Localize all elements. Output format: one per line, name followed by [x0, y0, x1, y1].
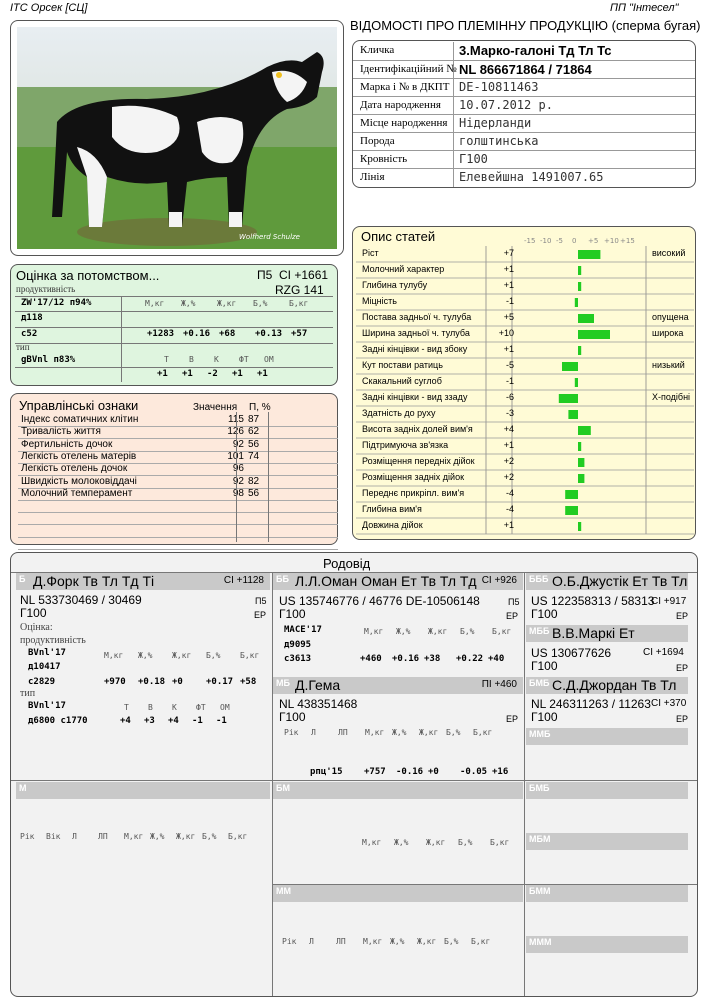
- bmb-ep: ЕР: [676, 714, 689, 724]
- mb-col: М,кг: [365, 728, 385, 737]
- bb-header: ББ Л.Л.Оман Оман Ет Тв Тл Тд CI +926: [273, 573, 523, 590]
- management-name: Фертильність дочок: [21, 438, 113, 450]
- info-value: 3.Марко-галоні Тд Тл Тс: [459, 43, 612, 58]
- info-value: DE-10811463: [459, 80, 539, 94]
- offspring-col: Ж,кг: [217, 299, 237, 308]
- bb-herds: с3613: [284, 654, 312, 664]
- info-value: Елевейшна 1491007.65: [459, 170, 604, 184]
- scale-tick-label: -5: [556, 237, 563, 245]
- type-values: [157, 369, 282, 379]
- bbb-header: БББ О.Б.Джустік Ет Тв Тл: [526, 573, 688, 590]
- trait-value: +1: [503, 344, 514, 354]
- type-cols: [164, 355, 289, 364]
- dam-col: Л: [72, 832, 77, 841]
- bm-col: Ж,%: [394, 838, 409, 847]
- type-eval: gBVnl п83%: [21, 355, 76, 365]
- trait-name: Розміщення передніх дійок: [362, 456, 475, 466]
- sire-herds: с2829: [28, 677, 56, 687]
- mbb-name: В.В.Маркі Ет: [552, 625, 635, 641]
- sire-type-col: К: [172, 703, 177, 712]
- scale-tick-label: -15: [524, 237, 536, 245]
- bmm-header: БММ: [526, 885, 688, 902]
- trait-value: -6: [505, 392, 514, 402]
- trait-value: -3: [505, 408, 514, 418]
- mb-value: +757: [364, 767, 386, 777]
- dam-col: Ж,кг: [176, 832, 196, 841]
- trait-value: +5: [503, 312, 514, 322]
- sire-type-value: -1: [192, 716, 203, 726]
- mm-col: Рік: [282, 937, 297, 946]
- bb-ci: CI +926: [481, 575, 517, 586]
- photo-frame: [10, 20, 344, 256]
- trait-name: Здатність до руху: [362, 408, 436, 418]
- info-value: NL 866671864 / 71864: [459, 62, 592, 77]
- sire-type-value: +4: [168, 716, 179, 726]
- traits-title: Опис статей: [361, 229, 436, 244]
- sire-type-col: ОМ: [220, 703, 230, 712]
- management-p: 74: [248, 450, 260, 462]
- bm-col: М,кг: [362, 838, 382, 847]
- trait-note: Х-подібні: [652, 392, 691, 402]
- mbb-header: МББ В.В.Маркі Ет: [526, 625, 688, 642]
- sire-col: Б,кг: [240, 651, 260, 660]
- sire-type-eval: BVnl'17: [28, 701, 66, 711]
- mm-col: М,кг: [363, 937, 383, 946]
- management-name: Легкість отелень дочок: [21, 463, 128, 475]
- info-row: [353, 168, 695, 187]
- management-value: 98: [232, 487, 244, 499]
- type-col: ОМ: [264, 355, 274, 364]
- dam-cols: [20, 832, 254, 841]
- offspring-evaluation: [10, 264, 338, 386]
- trait-name: Підтримуюча зв'язка: [362, 440, 449, 450]
- offspring-value: +0.16: [183, 329, 211, 339]
- mm-col: Б,%: [444, 937, 459, 946]
- info-row: [353, 150, 695, 169]
- trait-row: [356, 390, 694, 406]
- trait-name: Міцність: [362, 296, 397, 306]
- management-name: Індекс соматичних клітин: [21, 414, 139, 425]
- mb-best: рпц'15: [310, 767, 343, 777]
- mb-value: -0.16: [396, 767, 424, 777]
- offspring-title: Оцінка за потомством...: [16, 268, 160, 283]
- sire-col: Ж,кг: [172, 651, 192, 660]
- bb-col: Б,кг: [492, 627, 512, 636]
- productivity-label: продуктивність: [16, 284, 76, 294]
- offspring-values: [147, 329, 327, 339]
- trait-note: високий: [652, 248, 686, 258]
- trait-value: -4: [505, 504, 514, 514]
- sire-type-label: тип: [20, 688, 36, 699]
- trait-name: Ширина задньої ч. тулуба: [362, 328, 470, 338]
- mb-col: ЛП: [338, 728, 348, 737]
- mbm-header: МБМ: [526, 833, 688, 850]
- management-row: [18, 439, 338, 451]
- page-title: ВІДОМОСТІ ПРО ПЛЕМІННУ ПРОДУКЦІЮ (сперма бугая): [350, 18, 701, 33]
- info-label: Лінія: [360, 171, 385, 183]
- info-label: Марка і № в ДКПТ: [360, 81, 450, 93]
- mb-header: МБ Д.Гема ПІ +460: [273, 677, 523, 694]
- sire-eval: BVnl'17: [28, 648, 66, 658]
- management-name: Молочний темперамент: [21, 487, 133, 499]
- trait-name: Молочний характер: [362, 264, 445, 274]
- type-value: +1: [232, 369, 243, 379]
- sire-name: Д.Форк Тв Тл Тд Ті: [33, 573, 155, 589]
- management-name: Швидкість молоковіддачі: [21, 475, 137, 487]
- bb-blood: Г100: [279, 607, 306, 621]
- sire-ci: CI +1128: [223, 575, 264, 586]
- bm-cols: [362, 838, 522, 847]
- trait-row: [356, 262, 694, 278]
- sire-value: +0.18: [138, 677, 166, 687]
- sire-col: Ж,%: [138, 651, 153, 660]
- trait-name: Переднє прикріпл. вим'я: [362, 488, 465, 498]
- type-col: Т: [164, 355, 169, 364]
- type-label: тип: [16, 342, 30, 352]
- sire-id: NL 533730469 / 30469: [20, 593, 142, 607]
- management-row: [18, 463, 338, 475]
- type-value: +1: [257, 369, 268, 379]
- mb-cols: [284, 728, 500, 737]
- dam-col: Ж,%: [150, 832, 165, 841]
- sire-type-value: -1: [216, 716, 227, 726]
- trait-value: +7: [503, 248, 514, 258]
- sire-value: +0.17: [206, 677, 234, 687]
- bb-id: US 135746776 / 46776 DE-10506148: [279, 594, 480, 608]
- bb-values: [360, 654, 520, 664]
- scale-tick-label: 0: [572, 237, 577, 245]
- bb-value: +0.22: [456, 654, 484, 664]
- management-p: 87: [248, 414, 260, 425]
- mbb-id: US 130677626: [531, 646, 612, 660]
- trait-row: [356, 342, 694, 358]
- sire-value: +58: [240, 677, 257, 687]
- mb-ep: ЕР: [506, 714, 519, 724]
- bbb-blood: Г100: [531, 607, 558, 621]
- mb-value: -0.05: [460, 767, 488, 777]
- management-row: [18, 426, 338, 438]
- info-label: Кровність: [360, 153, 408, 165]
- bbb-ep: ЕР: [676, 611, 689, 621]
- bb-col: Ж,кг: [428, 627, 448, 636]
- offspring-herds: с52: [21, 329, 38, 339]
- bb-name: Л.Л.Оман Оман Ет Тв Тл Тд: [295, 573, 477, 589]
- dam-col: Рік: [20, 832, 35, 841]
- bm-col: Б,%: [458, 838, 473, 847]
- offspring-value: +1283: [147, 329, 175, 339]
- dam-col: Б,кг: [228, 832, 248, 841]
- management-p: 56: [248, 487, 260, 499]
- trait-name: Скакальний суглоб: [362, 376, 442, 386]
- management-name: Легкість отелень матерів: [21, 450, 137, 462]
- trait-row: [356, 246, 694, 262]
- trait-row: [356, 326, 694, 342]
- bb-daughters: д9095: [284, 640, 312, 650]
- bb-value: +40: [488, 654, 505, 664]
- info-row: [353, 132, 695, 151]
- photo-credit: Wolfherd Schulze: [239, 233, 300, 241]
- trait-name: Задні кінцівки - вид ззаду: [362, 392, 468, 402]
- bmb-ci: CI +370: [651, 698, 687, 709]
- trait-row: [356, 422, 694, 438]
- header-left: ІТС Орсек [СЦ]: [10, 2, 88, 14]
- management-value: 92: [232, 475, 244, 487]
- trait-value: +2: [503, 456, 514, 466]
- trait-row: [356, 502, 694, 518]
- scale-tick-label: +15: [620, 237, 635, 245]
- sire-type-col: Т: [124, 703, 129, 712]
- management-row: [18, 414, 338, 426]
- management-title: Управлінські ознаки: [19, 398, 139, 413]
- scale-tick-label: +10: [604, 237, 619, 245]
- sire-values: [104, 677, 274, 687]
- sire-type-col: В: [148, 703, 153, 712]
- info-label: Порода: [360, 135, 395, 147]
- animal-info: [352, 40, 696, 188]
- sire-value: +0: [172, 677, 183, 687]
- dam-col: М,кг: [124, 832, 144, 841]
- sire-type-col: ФТ: [196, 703, 206, 712]
- info-row: [353, 114, 695, 133]
- management-name: Тривалість життя: [21, 426, 101, 438]
- trait-name: Довжина дійок: [362, 520, 423, 530]
- trait-name: Глибина тулубу: [362, 280, 428, 290]
- sire-ep: ЕР: [254, 610, 267, 620]
- offspring-ci: CI +1661: [279, 268, 329, 282]
- sire-blood: Г100: [20, 606, 47, 620]
- mb-blood: Г100: [279, 710, 306, 724]
- bmb-id: NL 246311263 / 11263: [531, 697, 651, 711]
- info-row: [353, 78, 695, 97]
- mb-col: Л: [311, 728, 316, 737]
- trait-value: +1: [503, 280, 514, 290]
- trait-row: [356, 294, 694, 310]
- bull-photo: [17, 27, 337, 249]
- trait-name: Кут постави ратиць: [362, 360, 443, 370]
- management-col-value: Значення: [193, 402, 238, 413]
- trait-value: -5: [505, 360, 514, 370]
- mm-cols: [282, 937, 498, 946]
- offspring-col: Ж,%: [181, 299, 196, 308]
- trait-value: +10: [498, 328, 514, 338]
- bb-col: Б,%: [460, 627, 475, 636]
- management-value: 96: [232, 463, 244, 475]
- management-value: 92: [232, 438, 244, 450]
- trait-row: [356, 470, 694, 486]
- bb-value: +0.16: [392, 654, 420, 664]
- offspring-col: М,кг: [145, 299, 165, 308]
- trait-value: -1: [505, 296, 514, 306]
- type-value: -2: [207, 369, 218, 379]
- management-value: 115: [228, 414, 244, 425]
- trait-note: низький: [652, 360, 685, 370]
- dam-col: Б,%: [202, 832, 217, 841]
- bmb-header: БМБ С.Д.Джордан Тв Тл: [526, 677, 688, 694]
- trait-value: +1: [503, 440, 514, 450]
- trait-row: [356, 358, 694, 374]
- bm-col: Ж,кг: [426, 838, 446, 847]
- sire-eval-label: Оцінка:: [20, 622, 53, 633]
- sire-value: +970: [104, 677, 126, 687]
- sire-header: Б Д.Форк Тв Тл Тд Ті CI +1128: [16, 573, 270, 590]
- header-right: ПП "Інтесел": [610, 2, 679, 14]
- mb-col: Ж,кг: [419, 728, 439, 737]
- bbb-id: US 122358313 / 58313: [531, 594, 655, 608]
- offspring-value: +0.13: [255, 329, 283, 339]
- mm-col: ЛП: [336, 937, 346, 946]
- sire-type-value: +3: [144, 716, 155, 726]
- dam-header: М: [16, 782, 270, 799]
- type-col: В: [189, 355, 194, 364]
- management-row: [18, 488, 338, 500]
- sire-col: М,кг: [104, 651, 124, 660]
- mb-col: Б,%: [446, 728, 461, 737]
- mb-value: +16: [492, 767, 509, 777]
- sire-daughters: д10417: [28, 662, 61, 672]
- info-value: Нідерланди: [459, 116, 532, 130]
- offspring-value: +68: [219, 329, 236, 339]
- info-value: 10.07.2012 р.: [459, 98, 553, 112]
- sire-type-counts: д6800 с1770: [28, 716, 88, 726]
- trait-name: Висота задніх долей вим'я: [362, 424, 473, 434]
- bb-cols: [364, 627, 524, 636]
- bmb-name: С.Д.Джордан Тв Тл: [552, 677, 677, 693]
- dam-col: Вік: [46, 832, 61, 841]
- mbb-ep: ЕР: [676, 663, 689, 673]
- offspring-daughters: д118: [21, 313, 43, 323]
- management-row: [18, 451, 338, 463]
- offspring-col: Б,%: [253, 299, 268, 308]
- trait-name: Задні кінцівки - вид збоку: [362, 344, 468, 354]
- info-value: Г100: [459, 152, 488, 166]
- bb-p5: П5: [508, 597, 520, 607]
- mb-id: NL 438351468: [279, 697, 358, 711]
- trait-note: широка: [652, 328, 684, 338]
- bbb-name: О.Б.Джустік Ет Тв Тл: [552, 573, 688, 589]
- mmb-header: ММБ: [526, 728, 688, 745]
- trait-row: [356, 438, 694, 454]
- pedigree-title: Родовід: [323, 556, 371, 571]
- sire-prod-label: продуктивність: [20, 635, 86, 646]
- info-row: [353, 42, 695, 60]
- sire-type-value: +4: [120, 716, 131, 726]
- trait-row: [356, 310, 694, 326]
- sire-p5: П5: [255, 596, 267, 606]
- mbb-blood: Г100: [531, 659, 558, 673]
- type-value: +1: [157, 369, 168, 379]
- mm-col: Ж,кг: [417, 937, 437, 946]
- trait-value: -1: [505, 376, 514, 386]
- type-col: К: [214, 355, 219, 364]
- bb-value: +38: [424, 654, 441, 664]
- offspring-p5: П5: [257, 268, 273, 282]
- management-row: [18, 476, 338, 488]
- offspring-col: Б,кг: [289, 299, 309, 308]
- offspring-cols: [145, 299, 325, 308]
- bb-ep: ЕР: [506, 611, 519, 621]
- mb-name: Д.Гема: [295, 677, 341, 693]
- trait-note: опущена: [652, 312, 689, 322]
- mm-header: ММ: [273, 885, 523, 902]
- trait-value: +1: [503, 264, 514, 274]
- management-p: 56: [248, 438, 260, 450]
- management-col-p: П, %: [249, 402, 271, 413]
- offspring-eval: ZW'17/12 п94%: [21, 298, 92, 308]
- scale-tick-label: +5: [588, 237, 599, 245]
- mmm-header: МММ: [526, 936, 688, 953]
- info-label: Ідентифікаційний №: [360, 63, 457, 75]
- bbb-ci: CI +917: [651, 596, 687, 607]
- bb-value: +460: [360, 654, 382, 664]
- dam-col: ЛП: [98, 832, 108, 841]
- trait-value: +1: [503, 520, 514, 530]
- rzg-value: RZG 141: [275, 283, 324, 297]
- mbb-ci: CI +1694: [643, 647, 684, 658]
- trait-name: Ріст: [362, 248, 379, 258]
- mm-col: Л: [309, 937, 314, 946]
- scale-tick-label: -10: [540, 237, 552, 245]
- bm-col: Б,кг: [490, 838, 510, 847]
- bb-eval: MACE'17: [284, 625, 322, 635]
- sire-col: Б,%: [206, 651, 221, 660]
- info-row: [353, 96, 695, 115]
- trait-value: -4: [505, 488, 514, 498]
- pedigree: [10, 552, 698, 997]
- trait-value: +4: [503, 424, 514, 434]
- info-label: Дата народження: [360, 99, 441, 111]
- info-label: Кличка: [360, 44, 395, 56]
- management-value: 126: [227, 426, 244, 438]
- mm-col: Б,кг: [471, 937, 491, 946]
- mb-ci: ПІ +460: [481, 679, 517, 690]
- bb-col: Ж,%: [396, 627, 411, 636]
- trait-row: [356, 278, 694, 294]
- trait-name: Постава задньої ч. тулуба: [362, 312, 472, 322]
- type-value: +1: [182, 369, 193, 379]
- mm-col: Ж,%: [390, 937, 405, 946]
- info-value: голштинська: [459, 134, 539, 148]
- trait-row: [356, 406, 694, 422]
- mb-col: Рік: [284, 728, 299, 737]
- mb-col: Ж,%: [392, 728, 407, 737]
- trait-row: [356, 374, 694, 390]
- bmb-blood: Г100: [531, 710, 558, 724]
- sire-type-values: [120, 716, 240, 726]
- mb-col: Б,кг: [473, 728, 493, 737]
- management-p: 62: [248, 426, 260, 438]
- type-col: ФТ: [239, 355, 249, 364]
- bb-col: М,кг: [364, 627, 384, 636]
- trait-name: Розміщення задніх дійок: [362, 472, 465, 482]
- trait-row: [356, 486, 694, 502]
- mb-value: +0: [428, 767, 439, 777]
- trait-value: +2: [503, 472, 514, 482]
- bmb2-header: БМБ: [526, 782, 688, 799]
- info-label: Місце народження: [360, 117, 448, 129]
- management-value: 101: [227, 450, 244, 462]
- bm-header: БМ: [273, 782, 523, 799]
- trait-row: [356, 518, 694, 534]
- mb-values: [364, 767, 524, 777]
- trait-name: Глибина вим'я: [362, 504, 422, 514]
- management-p: 82: [248, 475, 260, 487]
- sire-type-cols: [124, 703, 244, 712]
- offspring-value: +57: [291, 329, 308, 339]
- sire-cols: [104, 651, 274, 660]
- info-row: [353, 60, 695, 79]
- trait-row: [356, 454, 694, 470]
